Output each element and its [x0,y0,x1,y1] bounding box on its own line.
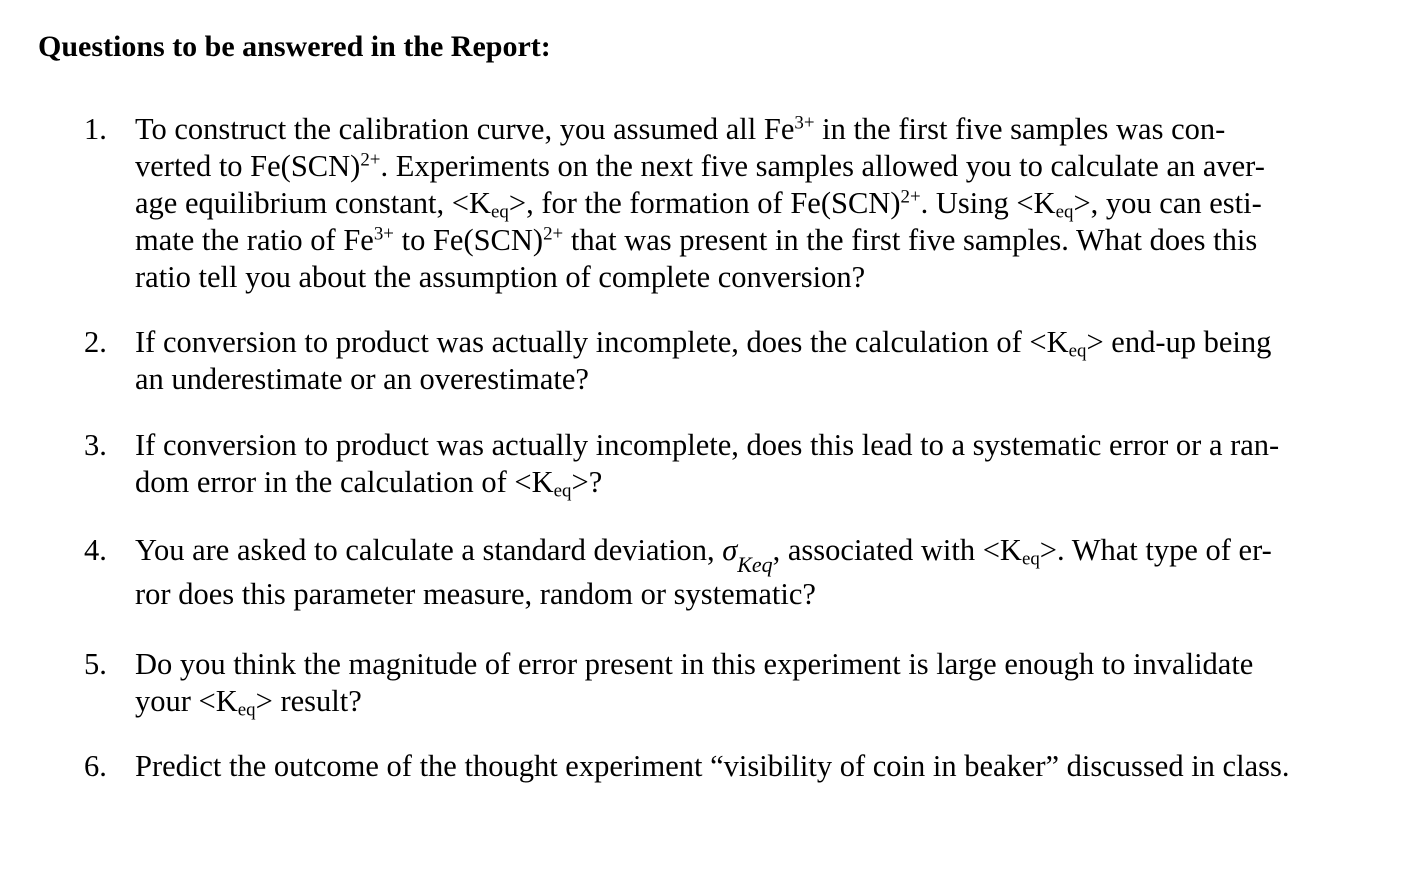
question-number: 4. [84,533,107,567]
question-line: If conversion to product was actually incomplete, does this lead to a systematic error or a ran- [135,428,1280,462]
question-number: 1. [84,112,107,146]
question-number: 2. [84,325,107,359]
sigma-subscript: Keq [737,552,773,578]
question-2 [84,324,1364,398]
question-number: 5. [84,647,107,681]
question-6 [84,748,1364,785]
question-line: verted to Fe(SCN)$^{2+}$. Experiments on the next five samples allowed you to calculate an aver- [135,149,1265,183]
question-line: To construct the calibration curve, you assumed all $Fe^{3+}$ in the first five samples was con- [135,112,1226,146]
question-line: ror does this parameter measure, random or systematic? [135,577,816,611]
question-line: You are asked to calculate a standard deviation, $\sigma_{Keq}$, associated with $<K_{eq}>$. What type of er- [135,533,1272,578]
question-line: mate the ratio of $Fe^{3+}$ to Fe(SCN)$^{2+}$ that was present in the first five samples. What does this [135,223,1258,257]
question-line: Predict the outcome of the thought experiment “visibility of coin in beaker” discussed in class. [135,749,1290,783]
question-number: 6. [84,749,107,783]
question-line: Do you think the magnitude of error present in this experiment is large enough to invalidate [135,647,1254,681]
question-line: ratio tell you about the assumption of complete conversion? [135,260,866,294]
sigma-symbol: σ [722,533,738,567]
question-line: If conversion to product was actually incomplete, does the calculation of $<K_{eq}> end-up$ being [135,325,1272,362]
question-4 [84,532,1364,619]
question-1 [84,111,1364,296]
report-questions-heading: Questions to be answered in the Report: [38,30,551,63]
question-number: 3. [84,428,107,462]
question-3 [84,427,1364,501]
question-line: age equilibrium constant, $<K_{eq}>$, for the formation of Fe(SCN)$^{2+}$. $Using <K_{eq}>$, you can esti- [135,186,1262,223]
question-line: your $<K_{eq}>$ result? [135,684,362,721]
question-5 [84,646,1364,720]
question-line: dom error in the calculation of $<K_{eq}>$? [135,465,603,502]
question-line: an underestimate or an overestimate? [135,362,589,396]
